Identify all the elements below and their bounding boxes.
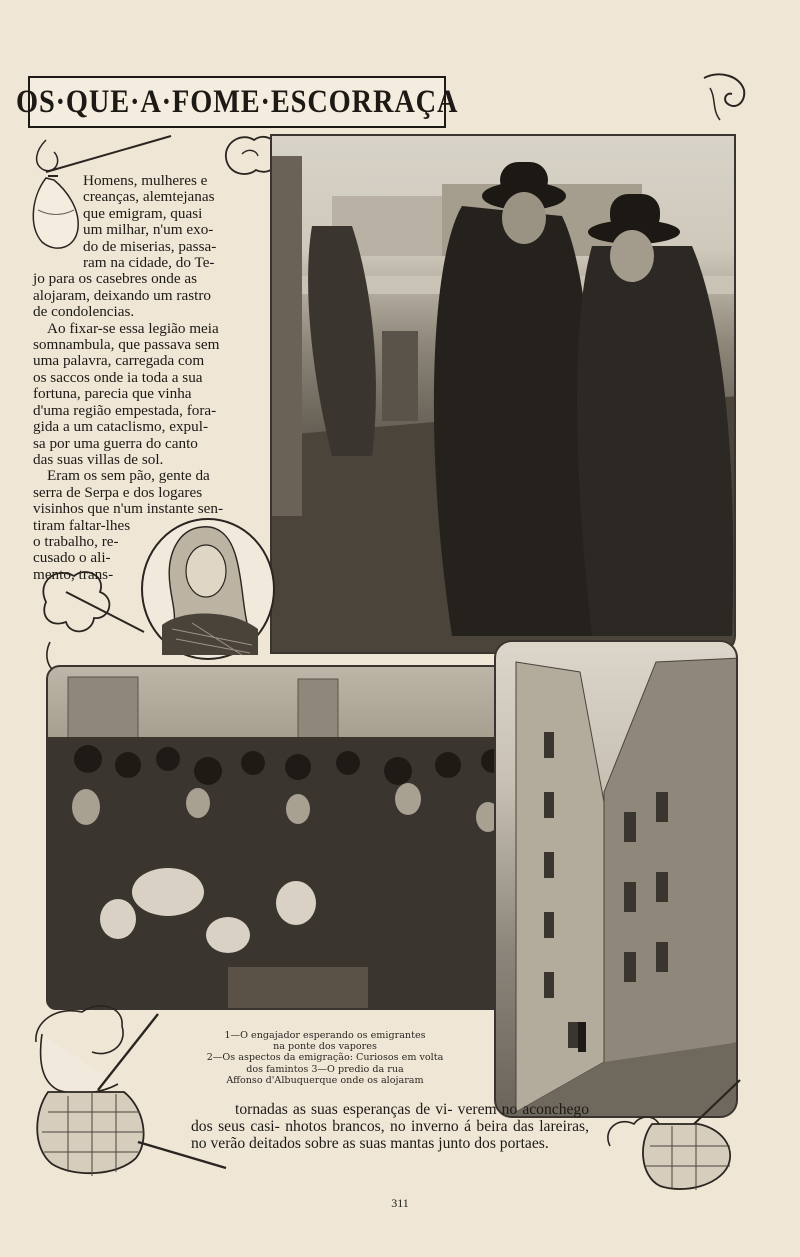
caption-line: na ponte dos vapores bbox=[273, 1041, 377, 1053]
article-line: mento, trans- bbox=[33, 565, 114, 583]
portrait-medallion bbox=[132, 505, 292, 665]
photo-caption bbox=[195, 1030, 455, 1086]
continuation-line: verem no aconchego dos seus casi- bbox=[191, 1101, 590, 1135]
headline-box bbox=[15, 76, 459, 128]
continuation-line: nhotos brancos, no inverno á beira das lareiras, bbox=[285, 1118, 589, 1135]
article-line: somnambula, que passava sem bbox=[33, 336, 220, 354]
article-line: o trabalho, re- bbox=[33, 532, 119, 550]
headline: OS·QUE·A·FOME·ESCORRAÇA bbox=[15, 83, 459, 120]
article-line: os saccos onde ia toda a sua bbox=[33, 368, 203, 386]
article-line: visinhos que n'um instante sen- bbox=[33, 500, 224, 518]
article-line: fortuna, parecia que vinha bbox=[33, 385, 192, 403]
article-line: serra de Serpa e dos logares bbox=[33, 483, 203, 501]
caption-line: 2—Os aspectos da emigração: Curiosos em volta bbox=[206, 1052, 444, 1064]
continuation-line: no verão deitados sobre as suas mantas junto bbox=[191, 1135, 471, 1152]
article-line: de condolencias. bbox=[33, 303, 135, 321]
photo-agent-on-pier bbox=[270, 134, 736, 654]
article-line: tiram faltar-lhes bbox=[33, 516, 131, 534]
article-line: Ao fixar-se essa legião meia bbox=[47, 319, 219, 337]
caption-line: 1—O engajador esperando os emigrantes bbox=[224, 1030, 426, 1041]
article-line: que emigram, quasi bbox=[83, 204, 203, 222]
continuation-line: dos portaes. bbox=[474, 1135, 549, 1152]
bundle-illustration-right bbox=[600, 1076, 742, 1194]
top-right-ornament bbox=[700, 70, 748, 130]
page-number: 311 bbox=[391, 1196, 409, 1210]
bundle-illustration-bottom bbox=[28, 992, 228, 1182]
photo-building-on-street bbox=[494, 640, 738, 1118]
article-line: das suas villas de sol. bbox=[33, 450, 164, 468]
caption-line: Affonso d'Albuquerque onde os alojaram bbox=[226, 1074, 424, 1086]
article-line: Homens, mulheres e bbox=[83, 172, 208, 189]
photo-crowd-of-emigrants bbox=[46, 665, 526, 1010]
caption-line: dos famintos 3—O predio da rua bbox=[246, 1063, 404, 1075]
article-line: sa por uma guerra do canto bbox=[33, 434, 198, 452]
article-continuation bbox=[191, 1101, 589, 1152]
article-line: jo para os casebres onde as bbox=[33, 270, 198, 288]
floral-ornament-left bbox=[36, 562, 146, 682]
article-line: cusado o ali- bbox=[33, 549, 111, 567]
article-line: do de miserias, passa- bbox=[83, 237, 217, 255]
article-line: alojaram, deixando um rastro bbox=[33, 286, 211, 304]
article-line: d'uma região empestada, fora- bbox=[33, 401, 217, 419]
article-line: creanças, alemtejanas bbox=[83, 188, 215, 206]
continuation-line: tornadas as suas esperanças de vi- bbox=[235, 1101, 453, 1118]
article-line: ram na cidade, do Te- bbox=[83, 254, 215, 272]
article-line: gida a um cataclismo, expul- bbox=[33, 418, 209, 436]
article-line: Eram os sem pão, gente da bbox=[47, 467, 210, 485]
article-line: um milhar, n'um exo- bbox=[83, 221, 214, 239]
article-line: uma palavra, carregada com bbox=[33, 352, 205, 370]
